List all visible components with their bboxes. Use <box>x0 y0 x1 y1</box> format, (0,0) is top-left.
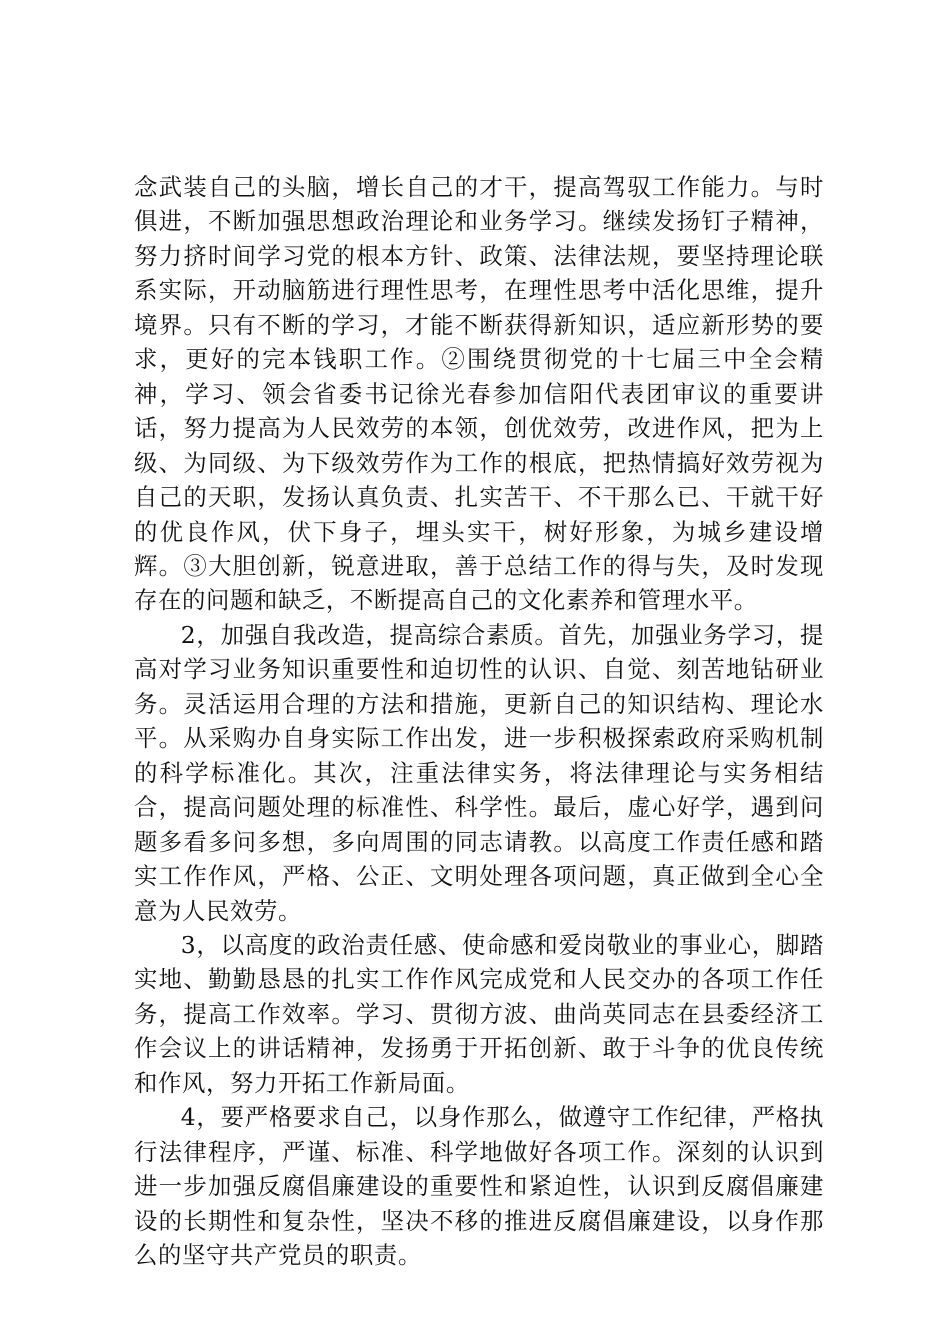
paragraph-item-2: 2，加强自我改造，提高综合素质。首先，加强业务学习，提高对学习业务知识重要性和迫切性的认识、自觉、刻苦地钻研业务。灵活运用合理的方法和措施，更新自己的知识结构、理论水平。从采购办自身实际工作出发，进一步积极探索政府采购机制的科学标准化。其次，注重法律实务，将法律理论与实务相结合，提高问题处理的标准性、科学性。最后，虚心好学，遇到问题多看多问多想，多向周围的同志请教。以高度工作责任感和踏实工作作风，严格、公正、文明处理各项问题，真正做到全心全意为人民效劳。 <box>134 620 824 925</box>
document-body <box>134 170 824 1273</box>
paragraph-continuation: 念武装自己的头脑，增长自己的才干，提高驾驭工作能力。与时俱进，不断加强思想政治理论和业务学习。继续发扬钉子精神，努力挤时间学习党的根本方针、政策、法律法规，要坚持理论联系实际，开动脑筋进行理性思考，在理性思考中活化思维，提升境界。只有不断的学习，才能不断获得新知识，适应新形势的要求，更好的完本钱职工作。②围绕贯彻党的十七届三中全会精神，学习、领会省委书记徐光春参加信阳代表团审议的重要讲话，努力提高为人民效劳的本领，创优效劳，改进作风，把为上级、为同级、为下级效劳作为工作的根底，把热情搞好效劳视为自己的天职，发扬认真负责、扎实苦干、不干那么已、干就干好的优良作风，伏下身子，埋头实干，树好形象，为城乡建设增辉。③大胆创新，锐意进取，善于总结工作的得与失，及时发现存在的问题和缺乏，不断提高自己的文化素养和管理水平。 <box>134 173 824 615</box>
paragraph-item-3: 3，以高度的政治责任感、使命感和爱岗敬业的事业心，脚踏实地、勤勤恳恳的扎实工作作风完成党和人民交办的各项工作任务，提高工作效率。学习、贯彻方波、曲尚英同志在县委经济工作会议上的讲话精神，发扬勇于开拓创新、敢于斗争的优良传统和作风，努力开拓工作新局面。 <box>134 930 824 1097</box>
paragraph-item-4: 4，要严格要求自己，以身作那么，做遵守工作纪律，严格执行法律程序，严谨、标准、科学地做好各项工作。深刻的认识到进一步加强反腐倡廉建设的重要性和紧迫性，认识到反腐倡廉建设的长期性和复杂性，坚决不移的推进反腐倡廉建设，以身作那么的坚守共产党员的职责。 <box>134 1103 824 1270</box>
